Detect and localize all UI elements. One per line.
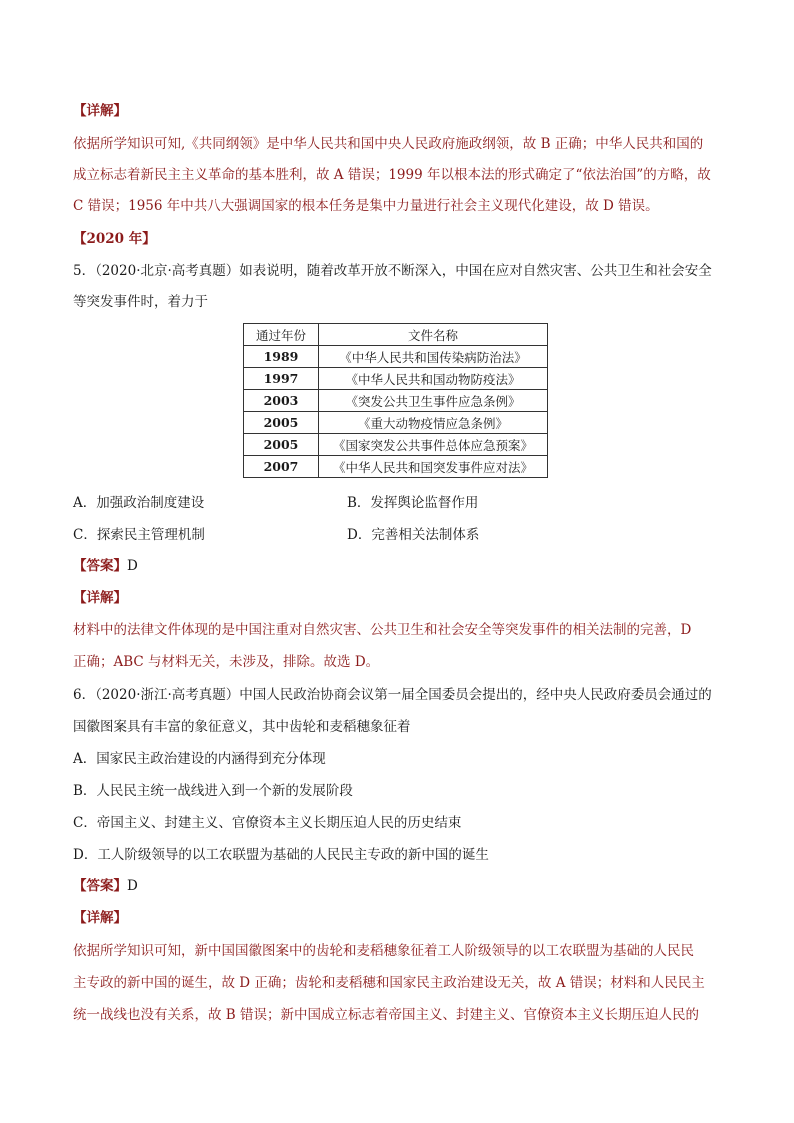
question-6-option-b: B．人民民主统一战线进入到一个新的发展阶段 [73,783,353,799]
question-6-detail-line: 主专政的新中国的诞生，故 D 正确；齿轮和麦稻穗和国家民主政治建设无关，故 A 错误；材料和人民民主 [73,975,705,991]
table-row [244,412,548,434]
table-row [244,368,548,390]
table-row [244,346,548,368]
table-cell-year: 2005 [244,434,319,456]
detail-text-line: 成立标志着新民主主义革命的基本胜利，故 A 错误；1999 年以根本法的形式确定了“依法治国”的方略，故 [73,167,711,183]
question-6-option-c: C．帝国主义、封建主义、官僚资本主义长期压迫人民的历史结束 [73,815,462,831]
table-header-name: 文件名称 [319,324,548,346]
question-5-option-a: A．加强政治制度建设 [73,495,205,511]
table-cell-year: 2005 [244,412,319,434]
table-row [244,390,548,412]
question-6-option-d: D．工人阶级领导的以工农联盟为基础的人民民主专政的新中国的诞生 [73,847,489,863]
table-cell-year: 2003 [244,390,319,412]
table-header-year: 通过年份 [244,324,319,346]
question-5-stem-line: 等突发事件时，着力于 [73,294,208,310]
question-6-detail-label: 【详解】 [73,910,127,926]
table-cell-name: 《重大动物疫情应急条例》 [319,412,548,434]
question-6-detail-line: 依据所学知识可知，新中国国徽图案中的齿轮和麦稻穗象征着工人阶级领导的以工农联盟为基础的人民民 [73,943,694,959]
detail-text-line: C 错误；1956 年中共八大强调国家的根本任务是集中力量进行社会主义现代化建设，故 D 错误。 [73,198,659,214]
table-cell-year: 1989 [244,346,319,368]
question-6-answer [73,876,138,896]
detail-label: 【详解】 [73,103,127,119]
answer-value: D [127,558,138,574]
question-6-stem-line: 6．（2020·浙江·高考真题）中国人民政治协商会议第一届全国委员会提出的，经中央人民政府委员会通过的 [73,687,712,703]
answer-value: D [127,878,138,894]
table-cell-name: 《突发公共卫生事件应急条例》 [319,390,548,412]
question-5-option-b: B．发挥舆论监督作用 [347,495,479,511]
question-6-option-a: A．国家民主政治建设的内涵得到充分体现 [73,751,326,767]
question-5-option-d: D．完善相关法制体系 [347,527,480,543]
question-5-option-c: C．探索民主管理机制 [73,527,205,543]
question-6-stem-line: 国徽图案具有丰富的象征意义，其中齿轮和麦稻穗象征着 [73,719,411,735]
question-5-detail-label: 【详解】 [73,590,127,606]
question-5-detail-line: 材料中的法律文件体现的是中国注重对自然灾害、公共卫生和社会安全等突发事件的相关法制的完善，D [73,622,692,638]
table-cell-name: 《中华人民共和国动物防疫法》 [319,368,548,390]
table-row [244,456,548,478]
detail-text-line: 依据所学知识可知,《共同纲领》是中华人民共和国中央人民政府施政纲领，故 B 正确；中华人民共和国的 [73,136,704,152]
table-cell-name: 《中华人民共和国传染病防治法》 [319,346,548,368]
question-6-detail-line: 统一战线也没有关系，故 B 错误；新中国成立标志着帝国主义、封建主义、官僚资本主义长期压迫人民的 [73,1007,700,1023]
legislation-table [243,323,548,478]
table-cell-name: 《中华人民共和国突发事件应对法》 [319,456,548,478]
year-section-heading: 【2020 年】 [73,231,156,247]
question-5-detail-line: 正确；ABC 与材料无关，未涉及，排除。故选 D。 [73,654,380,670]
question-5-stem-line: 5．（2020·北京·高考真题）如表说明，随着改革开放不断深入，中国在应对自然灾害、公共卫生和社会安全 [73,263,712,279]
table-row [244,434,548,456]
table-cell-name: 《国家突发公共事件总体应急预案》 [319,434,548,456]
table-cell-year: 2007 [244,456,319,478]
question-5-answer [73,556,138,576]
answer-label: 【答案】 [73,878,127,894]
table-cell-year: 1997 [244,368,319,390]
answer-label: 【答案】 [73,558,127,574]
table-header-row [244,324,548,346]
